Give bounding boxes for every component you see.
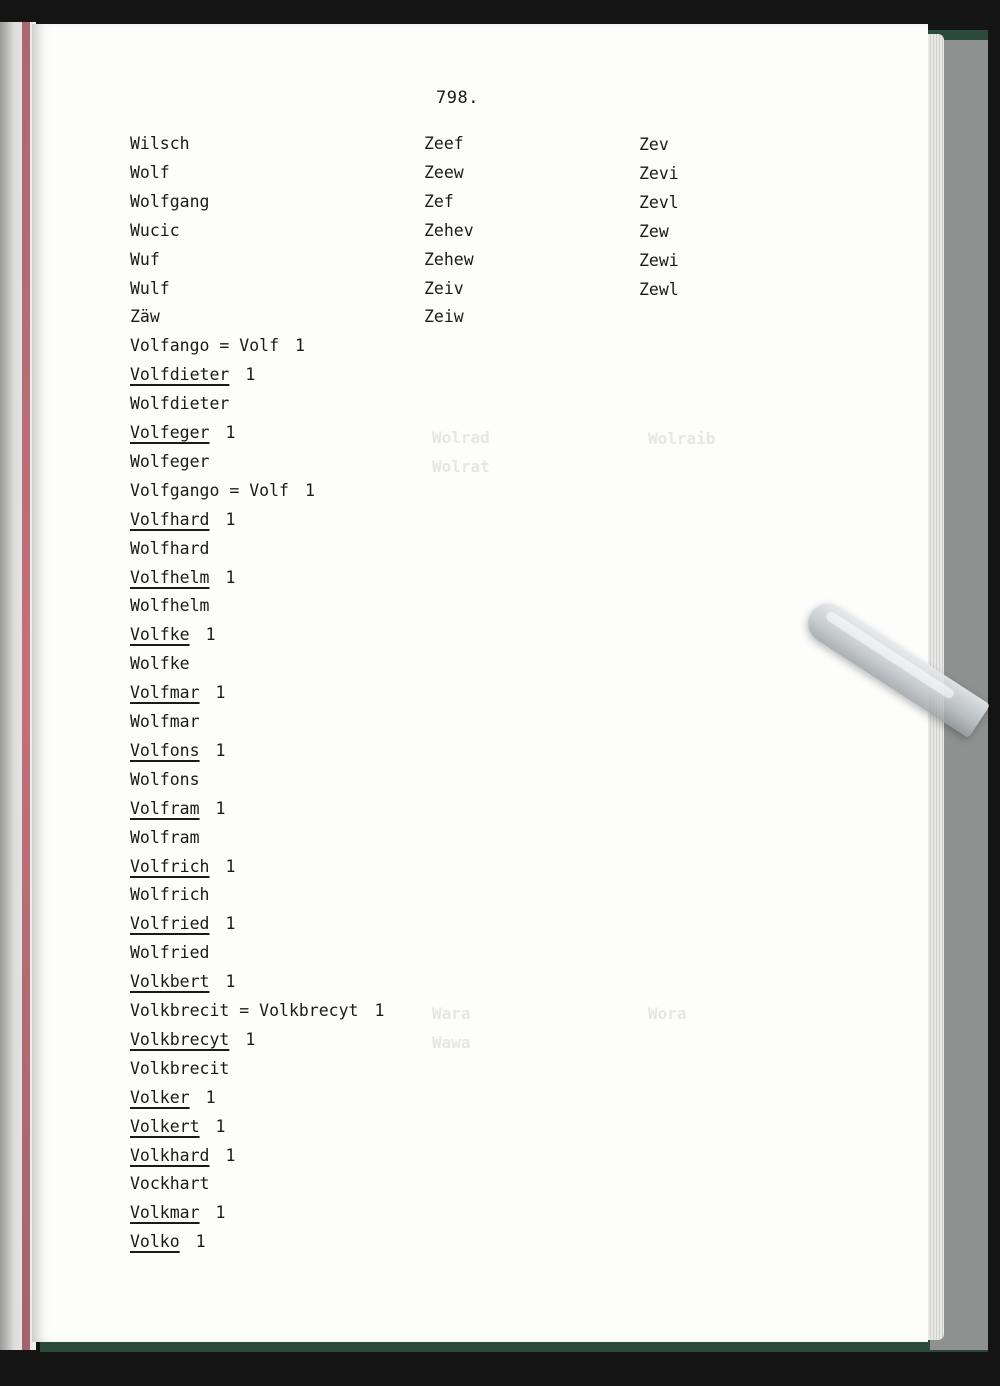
name-text: Wuf bbox=[130, 249, 160, 269]
name-entry bbox=[130, 163, 170, 183]
name-entry bbox=[130, 307, 160, 327]
name-text: Wolfmar bbox=[130, 712, 200, 731]
name-entry bbox=[130, 625, 216, 645]
name-entry bbox=[130, 423, 235, 443]
name-entry bbox=[130, 857, 235, 877]
name-entry bbox=[130, 539, 209, 559]
name-entry bbox=[130, 1232, 206, 1252]
name-entry bbox=[130, 596, 209, 616]
name-entry: Zevi bbox=[639, 163, 679, 183]
name-entry bbox=[130, 134, 190, 154]
name-entry bbox=[130, 452, 209, 472]
show-through-word: Wawa bbox=[432, 1033, 471, 1052]
name-text: Wolfdieter bbox=[130, 394, 230, 414]
name-count: 1 bbox=[215, 1203, 226, 1223]
name-text: Volkbert bbox=[130, 972, 210, 992]
name-entry bbox=[130, 1030, 255, 1050]
name-entry bbox=[130, 654, 190, 674]
name-text: Volkhard bbox=[130, 1145, 210, 1165]
name-entry: Zewl bbox=[639, 279, 679, 299]
name-text: Wulf bbox=[130, 278, 170, 298]
name-text: Volfons bbox=[130, 740, 200, 760]
name-text: Volfrich bbox=[130, 856, 210, 876]
name-entry: Zevl bbox=[639, 192, 679, 212]
name-count: 1 bbox=[245, 365, 256, 385]
name-entry: Zeiw bbox=[424, 307, 464, 327]
name-entry bbox=[130, 972, 235, 992]
name-entry bbox=[130, 914, 235, 934]
bookmark-ribbon bbox=[22, 22, 30, 1350]
name-count: 1 bbox=[205, 1087, 216, 1107]
name-count: 1 bbox=[245, 1029, 256, 1049]
name-entry bbox=[130, 1117, 225, 1137]
name-entry bbox=[130, 279, 170, 299]
name-entry: Zehew bbox=[424, 249, 474, 269]
name-entry: Zeiv bbox=[424, 278, 464, 298]
name-text: Volfdieter bbox=[130, 365, 230, 385]
name-text: Wolfrich bbox=[130, 885, 210, 905]
name-count: 1 bbox=[215, 740, 226, 760]
name-text: Wolfons bbox=[130, 769, 200, 789]
name-entry: Zeew bbox=[424, 162, 464, 182]
name-count: 1 bbox=[195, 1232, 206, 1252]
name-entry bbox=[130, 221, 180, 241]
name-count: 1 bbox=[225, 1145, 236, 1165]
name-entry bbox=[130, 828, 200, 848]
name-entry bbox=[130, 510, 235, 530]
name-text: Volfeger bbox=[130, 423, 210, 442]
name-count: 1 bbox=[225, 509, 236, 529]
name-text: Volfmar bbox=[130, 683, 200, 703]
name-text: Wolfke bbox=[130, 654, 190, 674]
show-through-word: Wolrad bbox=[432, 428, 490, 447]
name-count: 1 bbox=[225, 856, 236, 876]
name-entry bbox=[130, 1059, 229, 1079]
name-entry bbox=[130, 192, 209, 212]
name-text: Volfram bbox=[130, 798, 200, 818]
name-text: Wilsch bbox=[130, 134, 190, 153]
name-entry bbox=[130, 568, 235, 588]
name-text: Wucic bbox=[130, 220, 180, 240]
name-text: Wolfried bbox=[130, 943, 210, 963]
name-entry bbox=[130, 1146, 235, 1166]
name-entry bbox=[130, 1174, 209, 1194]
name-text: Volko bbox=[130, 1232, 180, 1252]
name-text: Volkert bbox=[130, 1116, 200, 1136]
name-entry: Zev bbox=[639, 135, 669, 154]
name-text: Volkbrecit = Volkbrecyt bbox=[130, 1001, 359, 1020]
name-text: Wolfram bbox=[130, 827, 200, 847]
name-entry bbox=[130, 683, 225, 703]
name-text: Volfhelm bbox=[130, 567, 210, 587]
name-entry bbox=[130, 770, 200, 790]
name-entry: Zeef bbox=[424, 134, 464, 153]
name-count: 1 bbox=[225, 567, 236, 587]
name-count: 1 bbox=[225, 914, 236, 934]
name-text: Volkbrecyt bbox=[130, 1029, 230, 1049]
book-page bbox=[32, 24, 928, 1342]
name-text: Wolfhelm bbox=[130, 596, 210, 616]
name-entry bbox=[130, 1001, 384, 1021]
name-text: Vockhart bbox=[130, 1174, 210, 1194]
name-text: Wolf bbox=[130, 162, 170, 182]
name-entry bbox=[130, 394, 229, 414]
name-entry bbox=[130, 481, 315, 501]
name-count: 1 bbox=[374, 1001, 385, 1020]
name-text: Zäw bbox=[130, 307, 160, 327]
name-entry: Zehev bbox=[424, 220, 474, 240]
name-text: Volfried bbox=[130, 914, 210, 934]
name-text: Wolfhard bbox=[130, 538, 210, 558]
name-text: Volker bbox=[130, 1087, 190, 1107]
name-count: 1 bbox=[225, 423, 236, 442]
show-through-word: Wara bbox=[432, 1004, 471, 1023]
name-text: Volkmar bbox=[130, 1203, 200, 1223]
name-count: 1 bbox=[205, 625, 216, 645]
name-count: 1 bbox=[215, 683, 226, 703]
name-text: Wolfeger bbox=[130, 451, 210, 471]
name-entry bbox=[130, 250, 160, 270]
name-entry bbox=[130, 712, 200, 732]
name-entry bbox=[130, 741, 225, 761]
name-entry: Zew bbox=[639, 221, 669, 241]
name-text: Volfgango = Volf bbox=[130, 480, 289, 500]
name-entry bbox=[130, 1203, 225, 1223]
name-count: 1 bbox=[215, 798, 226, 818]
show-through-word: Wora bbox=[648, 1004, 687, 1023]
name-count: 1 bbox=[215, 1116, 226, 1136]
name-text: Volfango = Volf bbox=[130, 336, 280, 356]
name-entry: Zef bbox=[424, 191, 454, 211]
name-text: Wolfgang bbox=[130, 191, 210, 211]
name-text: Volkbrecit bbox=[130, 1058, 230, 1078]
name-entry bbox=[130, 943, 209, 963]
page-number: 798. bbox=[436, 88, 479, 108]
show-through-word: Wolraib bbox=[648, 429, 716, 448]
name-count: 1 bbox=[304, 480, 315, 500]
name-text: Volfke bbox=[130, 625, 190, 645]
name-count: 1 bbox=[225, 972, 236, 992]
show-through-word: Wolrat bbox=[432, 457, 490, 476]
left-page-edge bbox=[0, 22, 36, 1350]
name-count: 1 bbox=[295, 336, 305, 356]
name-text: Volfhard bbox=[130, 509, 210, 529]
name-entry bbox=[130, 885, 209, 905]
name-entry bbox=[130, 1088, 216, 1108]
name-entry: Zewi bbox=[639, 250, 679, 270]
name-entry bbox=[130, 365, 255, 385]
name-entry bbox=[130, 799, 225, 819]
name-entry bbox=[130, 336, 305, 356]
